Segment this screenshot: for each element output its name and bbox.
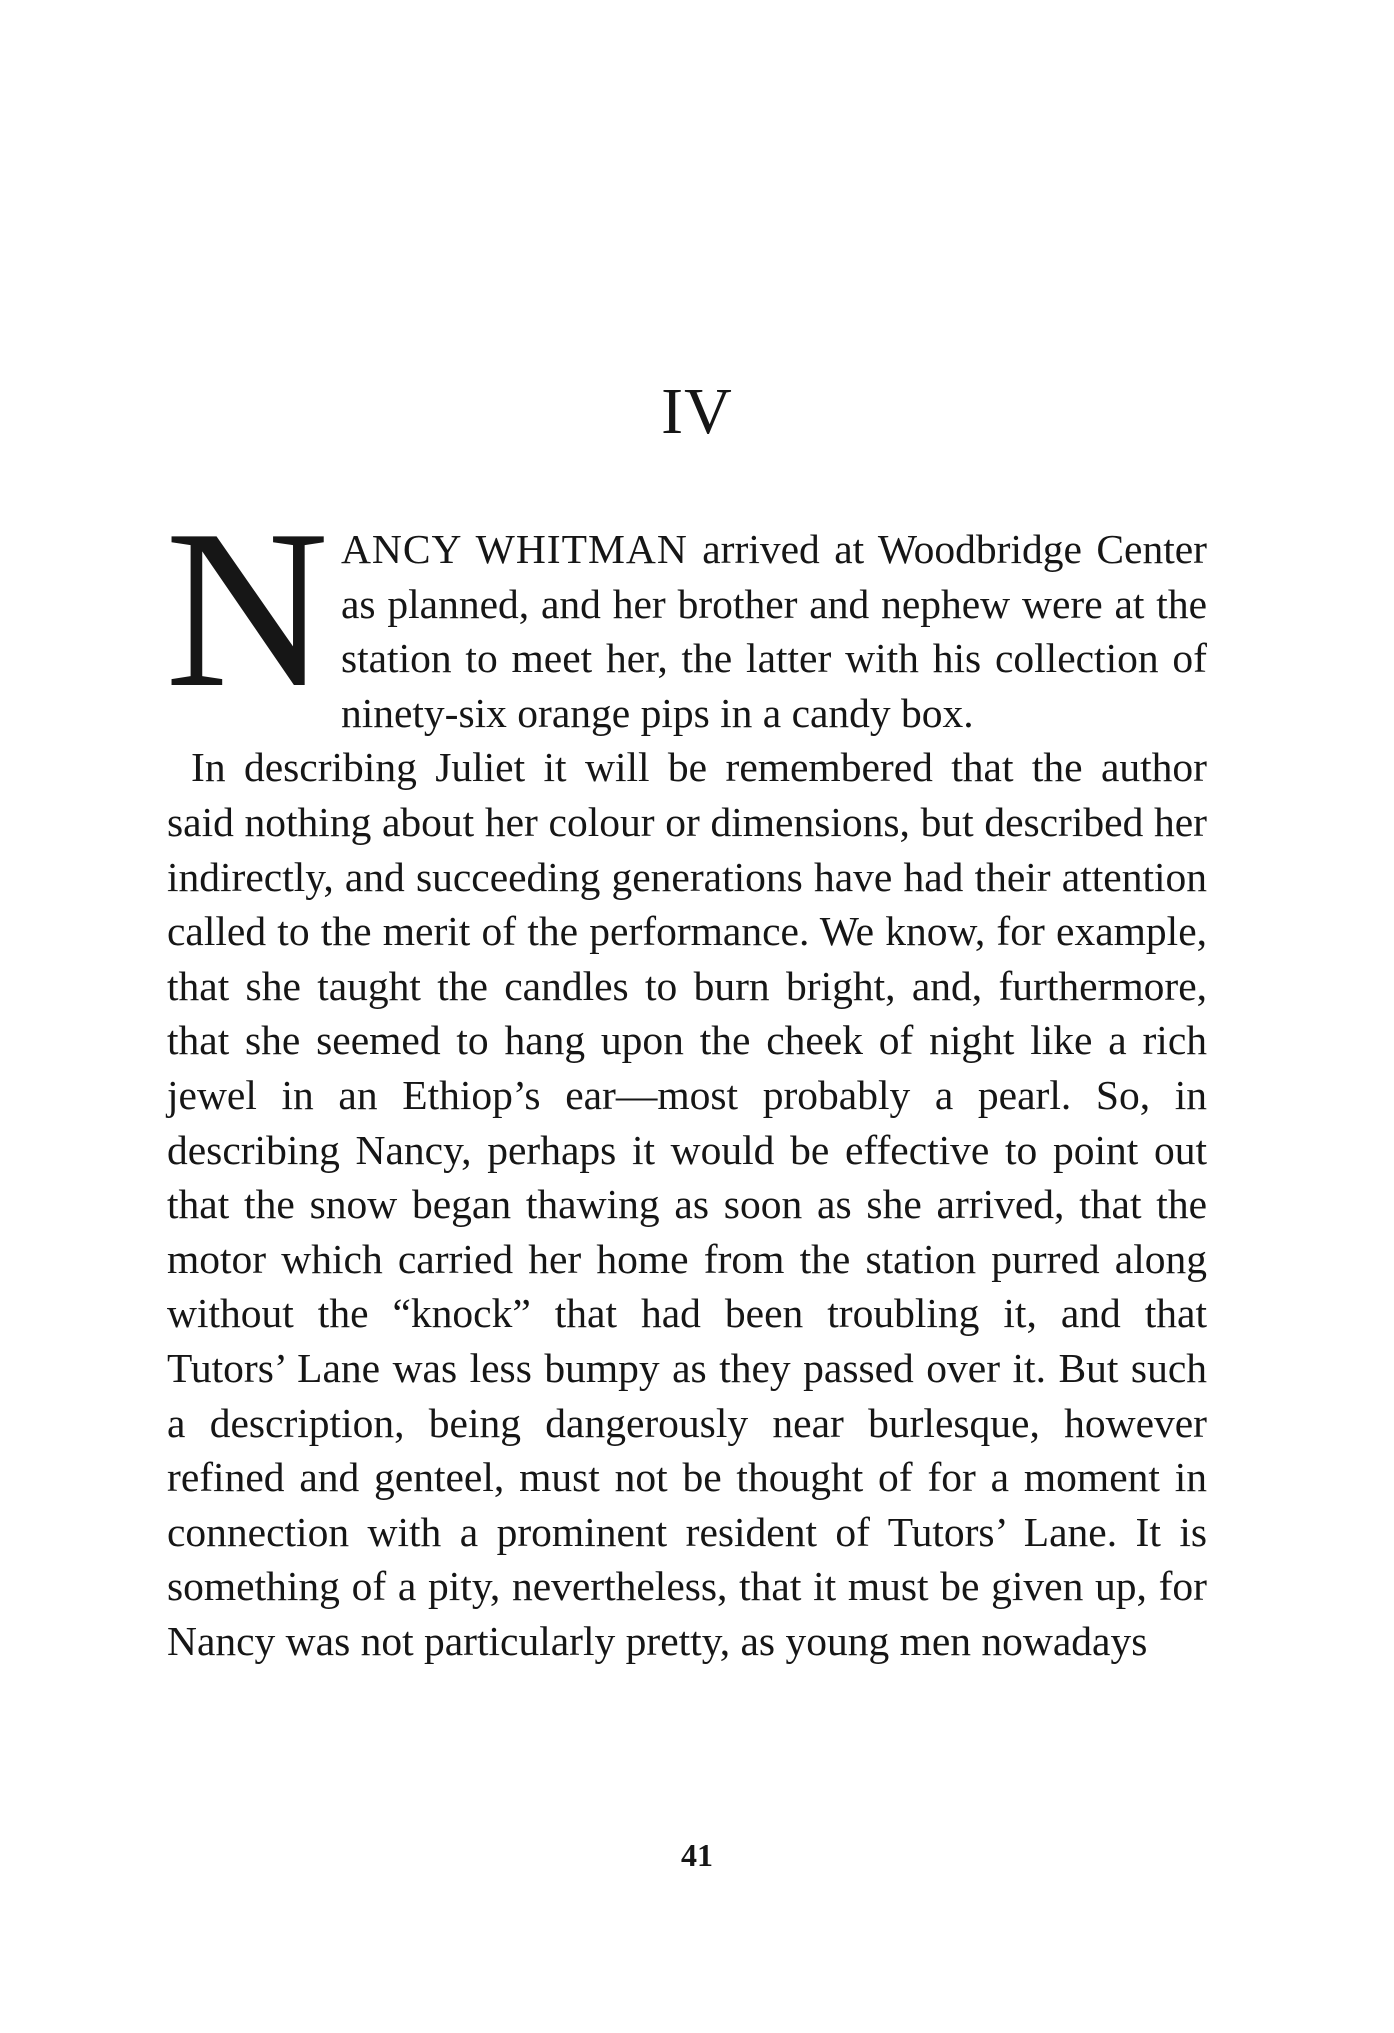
paragraph-1-text: arrived at Woodbridge Center as planned, and her brother and nephew were at the station to meet her, the latter with his collection of ninety-six orange pips in a candy box. <box>340 526 1207 736</box>
paragraph-2: In describing Juliet it will be remembered that the author said nothing about her colour or dimensions, but described her indirectly, and succeeding generations have had their attention called to the merit of the performance. We know, for example, that she taught the candles to burn bright, and, furthermore, that she seemed to hang upon the cheek of night like a rich jewel in an Ethiop’s ear—most probably a pearl. So, in describing Nancy, perhaps it would be effective to point out that the snow began thawing as soon as she arrived, that the motor which carried her home from the station purred along without the “knock” that had been troubling it, and that Tutors’ Lane was less bumpy as they passed over it. But such a description, being dangerously near burlesque, however refined and genteel, must not be thought of for a moment in connection with a prominent resident of Tutors’ Lane. It is something of a pity, nevertheless, that it must be given up, for Nancy was not particularly pretty, as young men nowadays <box>167 744 1207 1664</box>
drop-cap: N <box>165 484 329 735</box>
body-text <box>165 484 1207 1668</box>
chapter-heading: IV <box>661 375 733 448</box>
opening-small-caps: ANCY WHITMAN <box>340 526 688 572</box>
page-number: 41 <box>681 1837 713 1873</box>
paragraph-1 <box>165 484 1207 740</box>
